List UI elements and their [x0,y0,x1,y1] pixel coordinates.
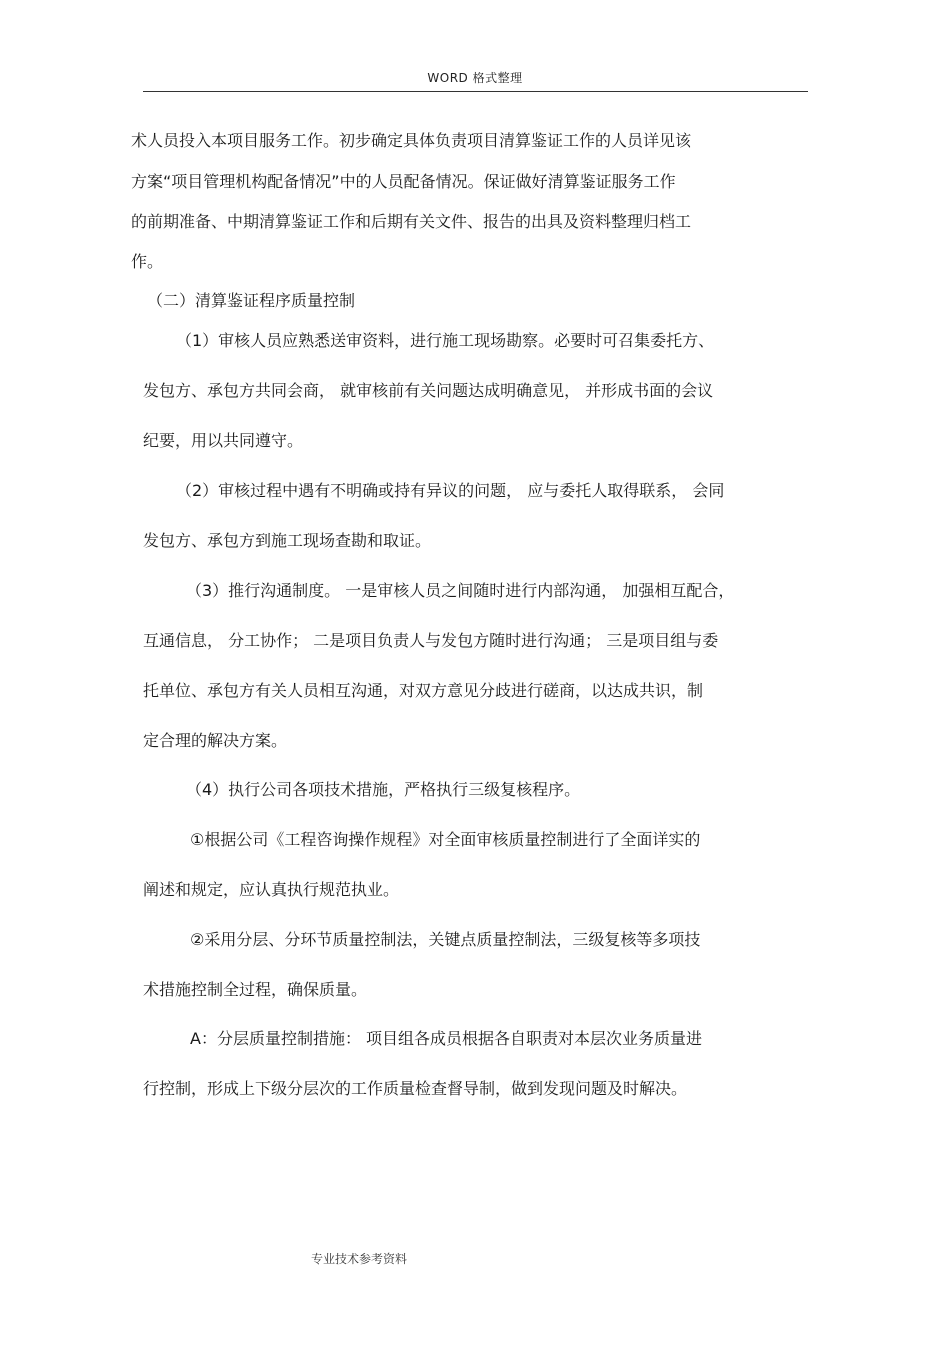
text-line: ②采用分层、分环节质量控制法，关键点质量控制法，三级复核等多项技 [190,930,701,949]
text-line: 作。 [131,252,164,271]
footer-label: 专业技术参考资料 [311,1252,408,1266]
text-line: （1）审核人员应熟悉送审资料，进行施工现场勘察。必要时可召集委托方、 [176,331,715,350]
text-line: 托单位、承包方有关人员相互沟通，对双方意见分歧进行磋商，以达成共识，制 [143,681,704,700]
text-line: 互通信息， 分工协作； 二是项目负责人与发包方随时进行沟通； 三是项目组与委 [143,631,719,650]
text-line: （3）推行沟通制度。 一是审核人员之间随时进行内部沟通， 加强相互配合， [186,581,735,600]
text-line: 的前期准备、中期清算鉴证工作和后期有关文件、报告的出具及资料整理归档工 [131,212,692,231]
text-line: （4）执行公司各项技术措施，严格执行三级复核程序。 [186,780,581,799]
section-heading: （二）清算鉴证程序质量控制 [147,291,356,310]
text-line: 纪要，用以共同遵守。 [143,431,304,450]
text-line: 发包方、承包方到施工现场查勘和取证。 [143,531,432,550]
text-line: ①根据公司《工程咨询操作规程》对全面审核质量控制进行了全面详实的 [190,830,701,849]
header-title: WORD 格式整理 [427,71,523,85]
text-line: 行控制，形成上下级分层次的工作质量检查督导制，做到发现问题及时解决。 [143,1079,688,1098]
text-line: A：分层质量控制措施： 项目组各成员根据各自职责对本层次业务质量进 [190,1029,703,1048]
text-line: 发包方、承包方共同会商， 就审核前有关问题达成明确意见， 并形成书面的会议 [143,381,714,400]
text-line: 定合理的解决方案。 [143,731,288,750]
text-line: 方案“项目管理机构配备情况”中的人员配备情况。保证做好清算鉴证服务工作 [131,172,676,191]
text-line: 术人员投入本项目服务工作。初步确定具体负责项目清算鉴证工作的人员详见该 [131,131,692,150]
text-line: 阐述和规定，应认真执行规范执业。 [143,880,400,899]
text-line: 术措施控制全过程，确保质量。 [143,980,368,999]
text-line: （2）审核过程中遇有不明确或持有异议的问题， 应与委托人取得联系， 会同 [176,481,725,500]
header-divider [143,91,808,92]
